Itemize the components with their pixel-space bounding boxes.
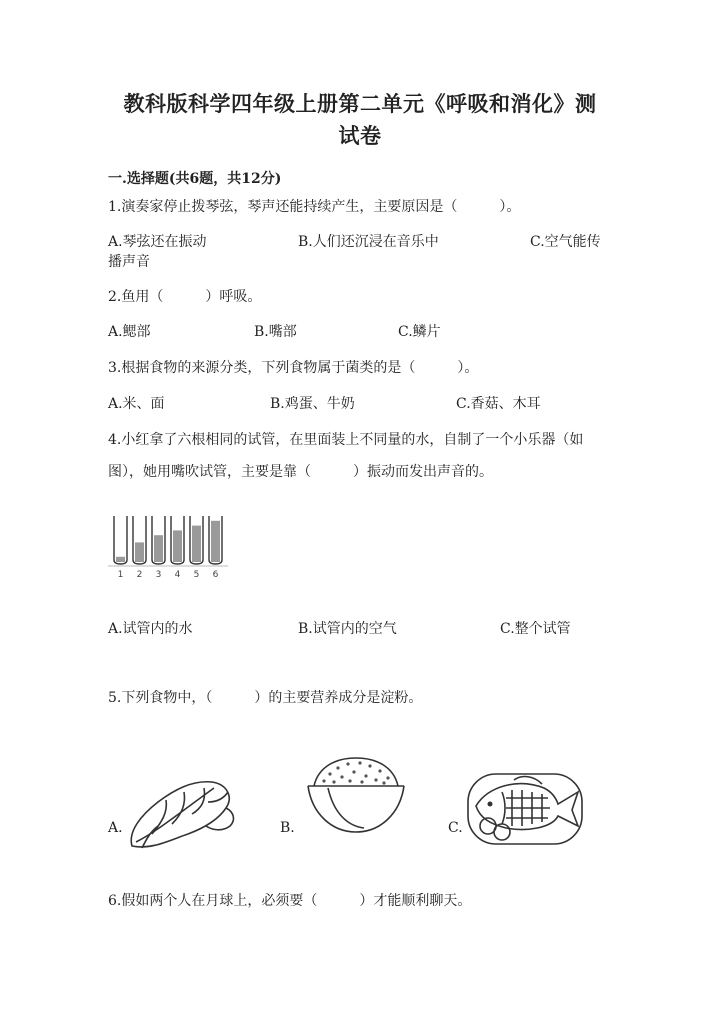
- question-5-option-c[interactable]: C.: [448, 820, 463, 836]
- cabbage-icon: [122, 772, 242, 854]
- title-line-1: 教科版科学四年级上册第二单元《呼吸和消化》测: [123, 91, 597, 116]
- tube-water-6: [211, 521, 220, 562]
- question-4-option-c[interactable]: C.整个试管: [500, 621, 571, 637]
- tube-number-6: 6: [212, 570, 219, 580]
- question-2-option-c[interactable]: C.鳞片: [398, 324, 441, 340]
- test-tube-figure: [106, 512, 236, 580]
- question-4-stem-line-2: 图），她用嘴吹试管，主要是靠（ ）振动而发出声音的。: [108, 464, 493, 480]
- question-1-option-a[interactable]: A.琴弦还在振动: [108, 234, 207, 250]
- question-3-stem: 3.根据食物的来源分类，下列食物属于菌类的是（ ）。: [108, 360, 479, 376]
- question-2-option-b[interactable]: B.嘴部: [254, 324, 297, 340]
- question-1-option-b[interactable]: B.人们还沉浸在音乐中: [298, 234, 439, 250]
- question-1-option-c-continued: 播声音: [108, 254, 150, 270]
- question-3-option-b[interactable]: B.鸡蛋、牛奶: [270, 396, 355, 412]
- question-2-option-a[interactable]: A.鳃部: [108, 324, 151, 340]
- question-1-stem: 1.演奏家停止拨琴弦，琴声还能持续产生，主要原因是（ ）。: [108, 199, 521, 215]
- tube-number-5: 5: [193, 570, 200, 580]
- rice-bowl-icon: [304, 752, 408, 838]
- tube-water-1: [116, 557, 125, 562]
- section-heading: 一.选择题(共6题，共12分): [108, 171, 282, 187]
- tube-number-1: 1: [117, 570, 124, 580]
- tube-number-4: 4: [174, 570, 181, 580]
- question-4-option-b[interactable]: B.试管内的空气: [298, 621, 397, 637]
- question-3-option-c[interactable]: C.香菇、木耳: [456, 396, 541, 412]
- question-5-stem: 5.下列食物中，（ ）的主要营养成分是淀粉。: [108, 690, 423, 706]
- question-4-stem-line-1: 4.小红拿了六根相同的试管，在里面装上不同量的水，自制了一个小乐器（如: [108, 432, 584, 448]
- fish-plate-icon: [462, 768, 586, 848]
- tube-water-4: [173, 530, 182, 562]
- tube-number-2: 2: [136, 570, 143, 580]
- tube-water-2: [135, 542, 144, 562]
- tube-number-3: 3: [155, 570, 162, 580]
- question-5-option-a[interactable]: A.: [108, 820, 123, 836]
- tube-water-3: [154, 535, 163, 562]
- question-4-option-a[interactable]: A.试管内的水: [108, 621, 193, 637]
- question-3-option-a[interactable]: A.米、面: [108, 396, 165, 412]
- question-6-stem: 6.假如两个人在月球上，必须要（ ）才能顺利聊天。: [108, 893, 472, 909]
- question-2-stem: 2.鱼用（ ）呼吸。: [108, 289, 262, 305]
- test-tube-1: [114, 516, 127, 564]
- tube-water-5: [192, 526, 201, 562]
- question-1-option-c[interactable]: C.空气能传: [530, 234, 601, 250]
- question-5-option-b[interactable]: B.: [280, 820, 295, 836]
- title-line-2: 试卷: [338, 123, 382, 148]
